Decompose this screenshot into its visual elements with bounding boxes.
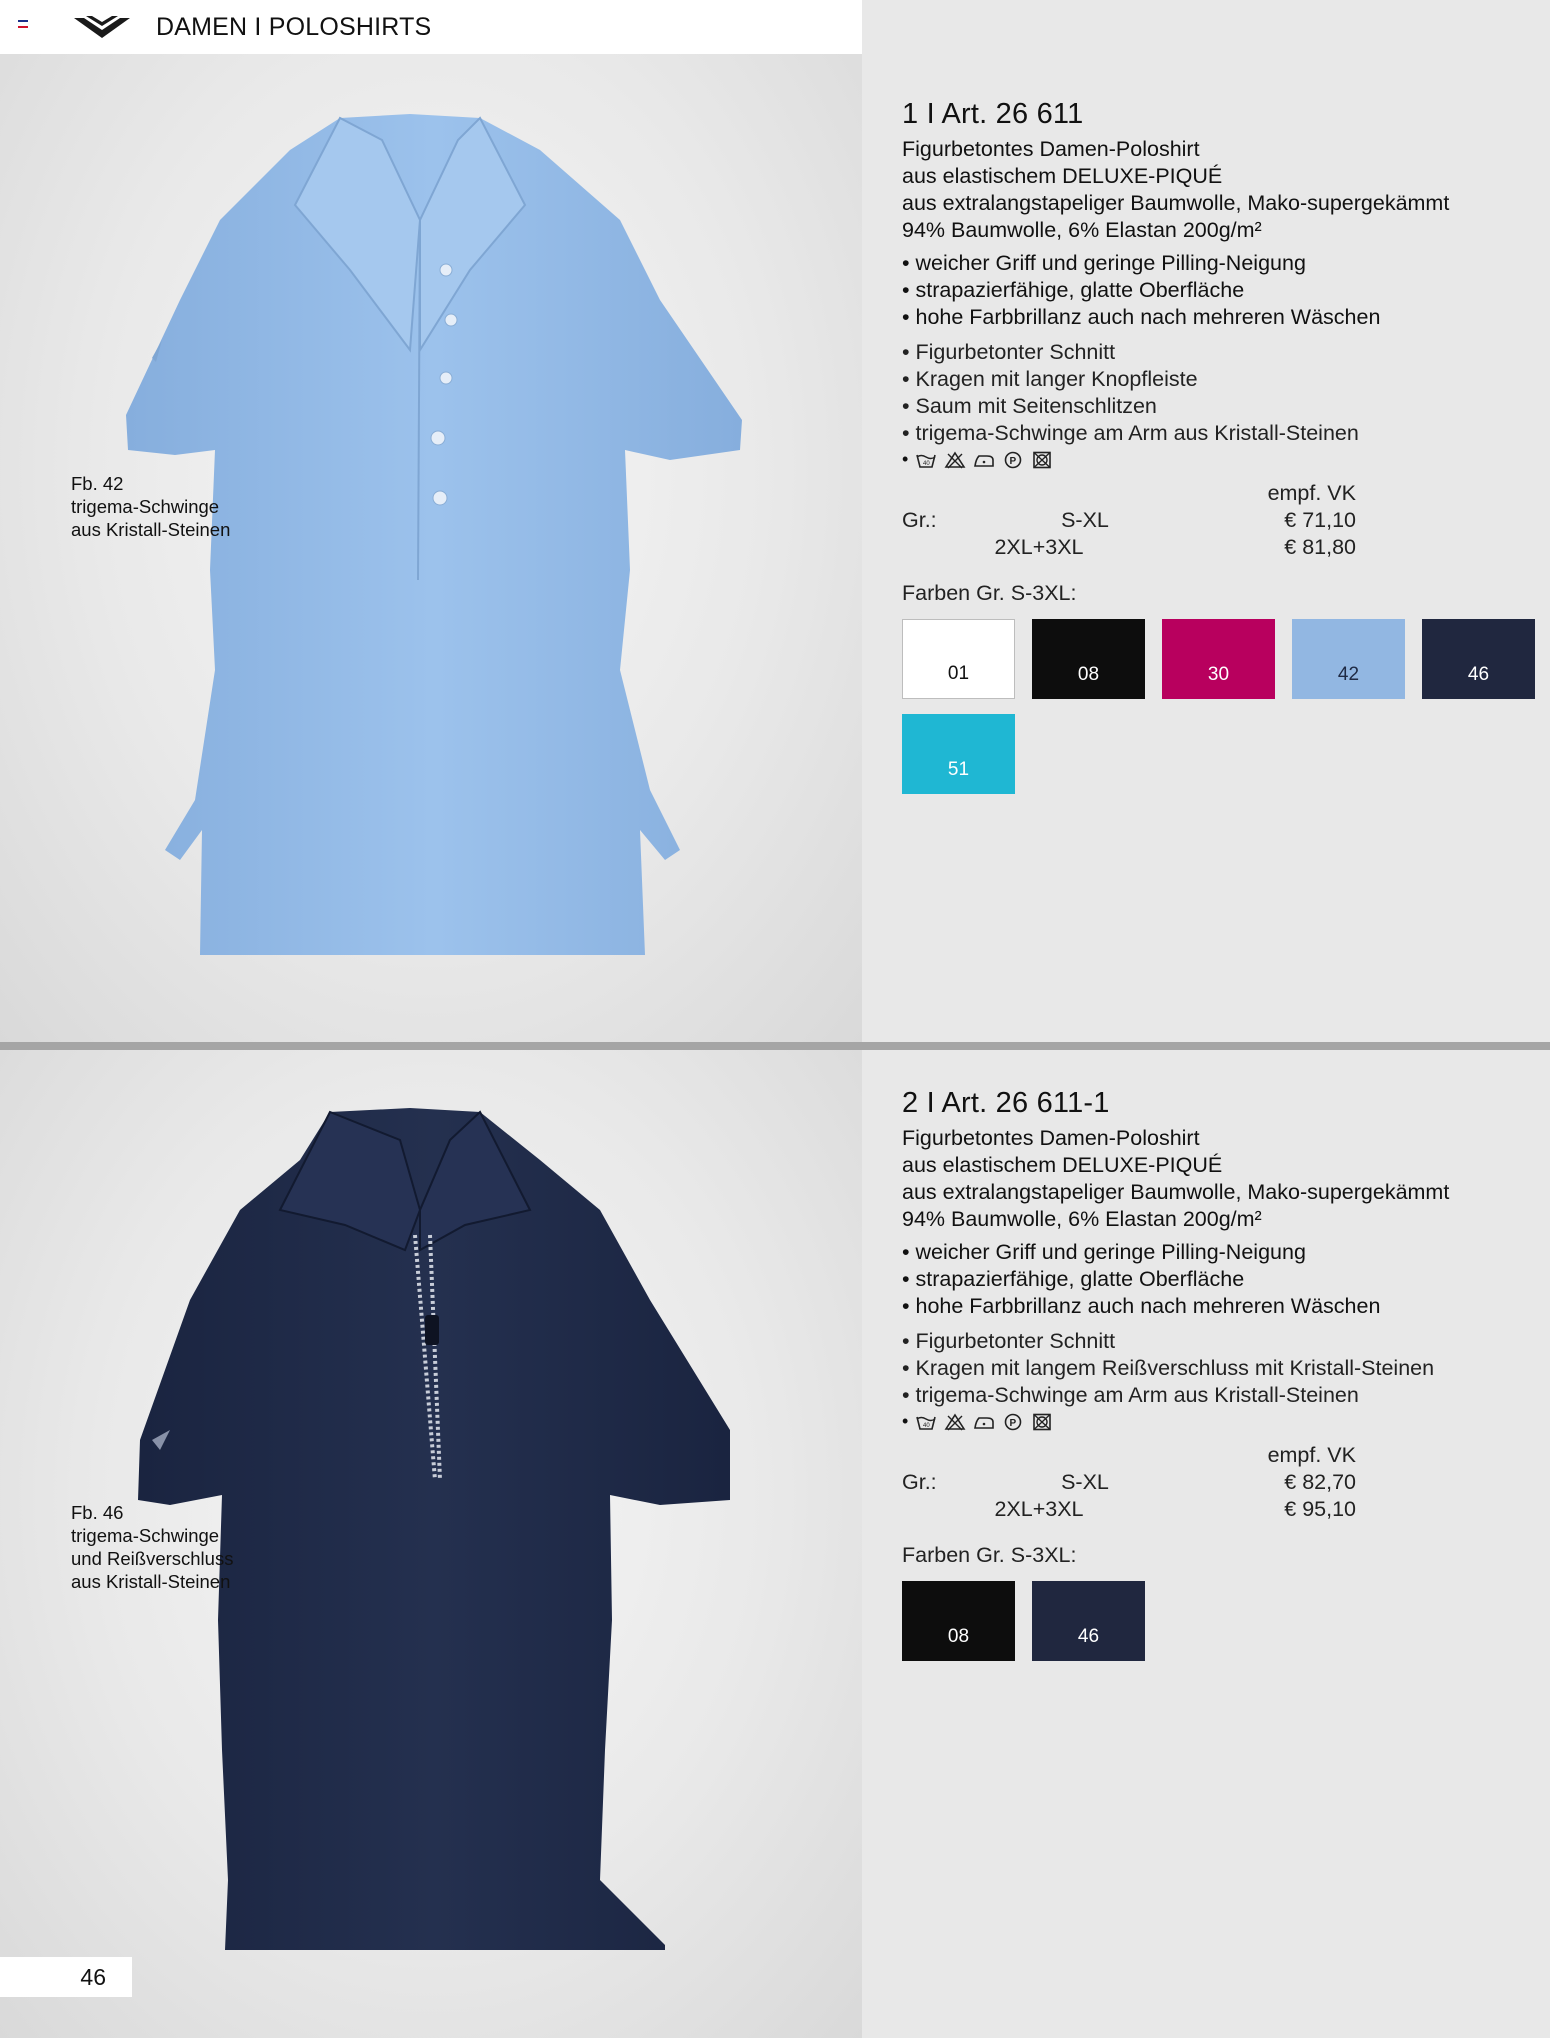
color-swatch[interactable]: 08 — [902, 1581, 1015, 1661]
image-caption-2: Fb. 46 trigema-Schwinge und Reißverschluss aus Kristall-Steinen — [71, 1502, 234, 1592]
section-title: DAMEN I POLOSHIRTS — [156, 13, 432, 41]
feature-bullet: • weicher Griff und geringe Pilling-Neigung — [902, 1240, 1306, 1264]
section-divider — [0, 1042, 1550, 1050]
color-swatch[interactable]: 46 — [1032, 1581, 1145, 1661]
size-range: 2XL+3XL — [994, 535, 1084, 559]
description-line: aus extralangstapeliger Baumwolle, Mako-supergekämmt — [902, 191, 1450, 215]
dryclean-p-icon — [1002, 451, 1024, 469]
care-symbols: • 40 P — [902, 1409, 1542, 1434]
detail-bullet: • Figurbetonter Schnitt — [902, 340, 1116, 364]
no-bleach-icon — [944, 1413, 966, 1431]
dryclean-p-icon — [1002, 1413, 1024, 1431]
description-line: Figurbetontes Damen-Poloshirt — [902, 1126, 1200, 1150]
price: € 71,10 — [1284, 508, 1356, 532]
color-swatch[interactable]: 01 — [902, 619, 1015, 699]
detail-bullet: • Figurbetonter Schnitt — [902, 1329, 1116, 1353]
product-2 — [902, 1085, 1542, 1661]
flag-icon — [18, 20, 28, 28]
feature-bullet: • hohe Farbbrillanz auch nach mehreren Wäschen — [902, 305, 1381, 329]
size-range: S-XL — [1061, 508, 1109, 532]
price-table — [902, 480, 1542, 562]
color-swatches — [902, 619, 1550, 794]
price: € 82,70 — [1284, 1470, 1356, 1494]
price: € 81,80 — [1284, 535, 1356, 559]
feature-bullet: • strapazierfähige, glatte Oberfläche — [902, 1267, 1245, 1291]
trigema-logo-icon — [72, 12, 132, 42]
article-number: 2 I Art. 26 611-1 — [902, 1087, 1110, 1119]
color-swatch[interactable]: 51 — [902, 714, 1015, 794]
svg-text:P: P — [1009, 455, 1017, 467]
size-range: 2XL+3XL — [994, 1497, 1084, 1521]
feature-bullet: • hohe Farbbrillanz auch nach mehreren Wäschen — [902, 1294, 1381, 1318]
description-line: 94% Baumwolle, 6% Elastan 200g/m² — [902, 218, 1262, 242]
no-tumble-dry-icon — [1031, 451, 1053, 469]
price: € 95,10 — [1284, 1497, 1356, 1521]
feature-bullet: • strapazierfähige, glatte Oberfläche — [902, 278, 1245, 302]
iron-low-icon — [973, 1413, 995, 1431]
size-label: Gr.: — [902, 508, 937, 532]
svg-text:40: 40 — [923, 1422, 930, 1429]
feature-bullet: • weicher Griff und geringe Pilling-Neigung — [902, 251, 1306, 275]
no-tumble-dry-icon — [1031, 1413, 1053, 1431]
description-line: aus elastischem DELUXE-PIQUÉ — [902, 164, 1223, 188]
svg-text:P: P — [1009, 1417, 1017, 1429]
description-line: aus extralangstapeliger Baumwolle, Mako-supergekämmt — [902, 1180, 1450, 1204]
article-number: 1 I Art. 26 611 — [902, 98, 1084, 130]
description-line: 94% Baumwolle, 6% Elastan 200g/m² — [902, 1207, 1262, 1231]
color-swatch[interactable]: 42 — [1292, 619, 1405, 699]
no-bleach-icon — [944, 451, 966, 469]
detail-bullet: • trigema-Schwinge am Arm aus Kristall-Steinen — [902, 421, 1359, 445]
page-header — [0, 0, 862, 54]
color-swatch[interactable]: 08 — [1032, 619, 1145, 699]
color-swatch[interactable]: 30 — [1162, 619, 1275, 699]
wash-40-icon — [915, 1413, 937, 1431]
iron-low-icon — [973, 451, 995, 469]
color-swatches — [902, 1581, 1550, 1661]
detail-bullet: • Saum mit Seitenschlitzen — [902, 394, 1157, 418]
size-label: Gr.: — [902, 1470, 937, 1494]
price-header: empf. VK — [1267, 481, 1356, 505]
price-table — [902, 1442, 1542, 1524]
wash-40-icon — [915, 451, 937, 469]
care-symbols: • 40 P — [902, 447, 1542, 472]
colors-label: Farben Gr. S-3XL: — [902, 1543, 1077, 1567]
detail-bullet: • trigema-Schwinge am Arm aus Kristall-Steinen — [902, 1383, 1359, 1407]
color-swatch[interactable]: 46 — [1422, 619, 1535, 699]
size-range: S-XL — [1061, 1470, 1109, 1494]
image-caption-1: Fb. 42 trigema-Schwinge aus Kristall-Steinen — [71, 473, 231, 540]
price-header: empf. VK — [1267, 1443, 1356, 1467]
colors-label: Farben Gr. S-3XL: — [902, 581, 1077, 605]
page-number: 46 — [0, 1957, 132, 1997]
description-line: Figurbetontes Damen-Poloshirt — [902, 137, 1200, 161]
product-1 — [902, 96, 1542, 794]
detail-bullet: • Kragen mit langem Reißverschluss mit Kristall-Steinen — [902, 1356, 1435, 1380]
description-line: aus elastischem DELUXE-PIQUÉ — [902, 1153, 1223, 1177]
detail-bullet: • Kragen mit langer Knopfleiste — [902, 367, 1198, 391]
svg-text:40: 40 — [923, 460, 930, 467]
